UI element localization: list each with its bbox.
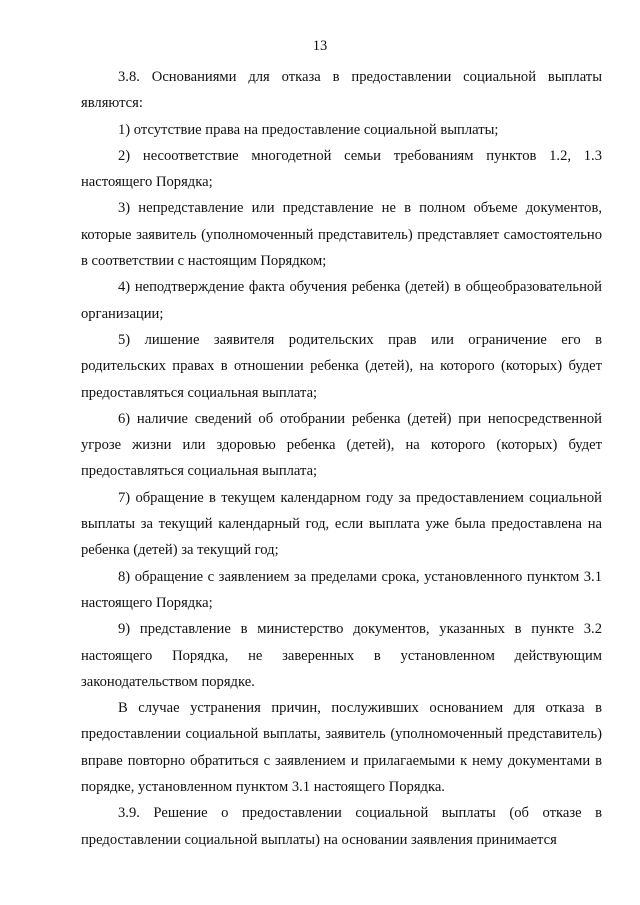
list-item-9: 9) представление в министерство документов, указанных в пункте 3.2 настоящего Порядка, не заверенных в установленном действующим законодательством порядке. [81,621,602,690]
list-item-2: 2) несоответствие многодетной семьи требованиям пунктов 1.2, 1.3 настоящего Порядка; [81,147,602,191]
paragraph-3-9: 3.9. Решение о предоставлении социальной выплаты (об отказе в предоставлении социальной выплаты) на основании заявления принимается [81,805,602,848]
list-item-8: 8) обращение с заявлением за пределами срока, установленного пунктом 3.1 настоящего Порядка; [81,568,602,611]
list-item-5: 5) лишение заявителя родительских прав или ограничение его в родительских правах в отношении ребенка (детей), на которого (которых) будет предоставляться социальная выплата; [81,331,602,401]
list-item-4: 4) неподтверждение факта обучения ребенка (детей) в общеобразовательной организации; [81,279,602,322]
paragraph-remedy: В случае устранения причин, послуживших основанием для отказа в предоставлении социальной выплаты, заявитель (уполномоченный представитель) вправе повторно обратиться с заявлением и прилагаемыми к нему документами в порядке, установленном пунктом 3.1 настоящего Порядка. [81,700,602,796]
list-item-6: 6) наличие сведений об отобрании ребенка (детей) при непосредственной угрозе жизни или здоровью ребенка (детей), на которого (которых) будет предоставляться социальная выплата; [81,410,602,480]
list-item-3: 3) непредставление или представление не в полном объеме документов, которые заявитель (уполномоченный представитель) представляет самостоятельно в соответствии с настоящим Порядком; [81,200,602,270]
page-number: 13 [312,38,328,54]
list-item-1: 1) отсутствие права на предоставление социальной выплаты; [118,121,499,138]
paragraph-3-8: 3.8. Основаниями для отказа в предоставлении социальной выплаты являются: [81,69,602,112]
document-body [81,64,602,853]
list-item-7: 7) обращение в текущем календарном году за предоставлением социальной выплаты за текущий календарный год, если выплата уже была предоставлена на ребенка (детей) за текущий год; [81,489,602,559]
